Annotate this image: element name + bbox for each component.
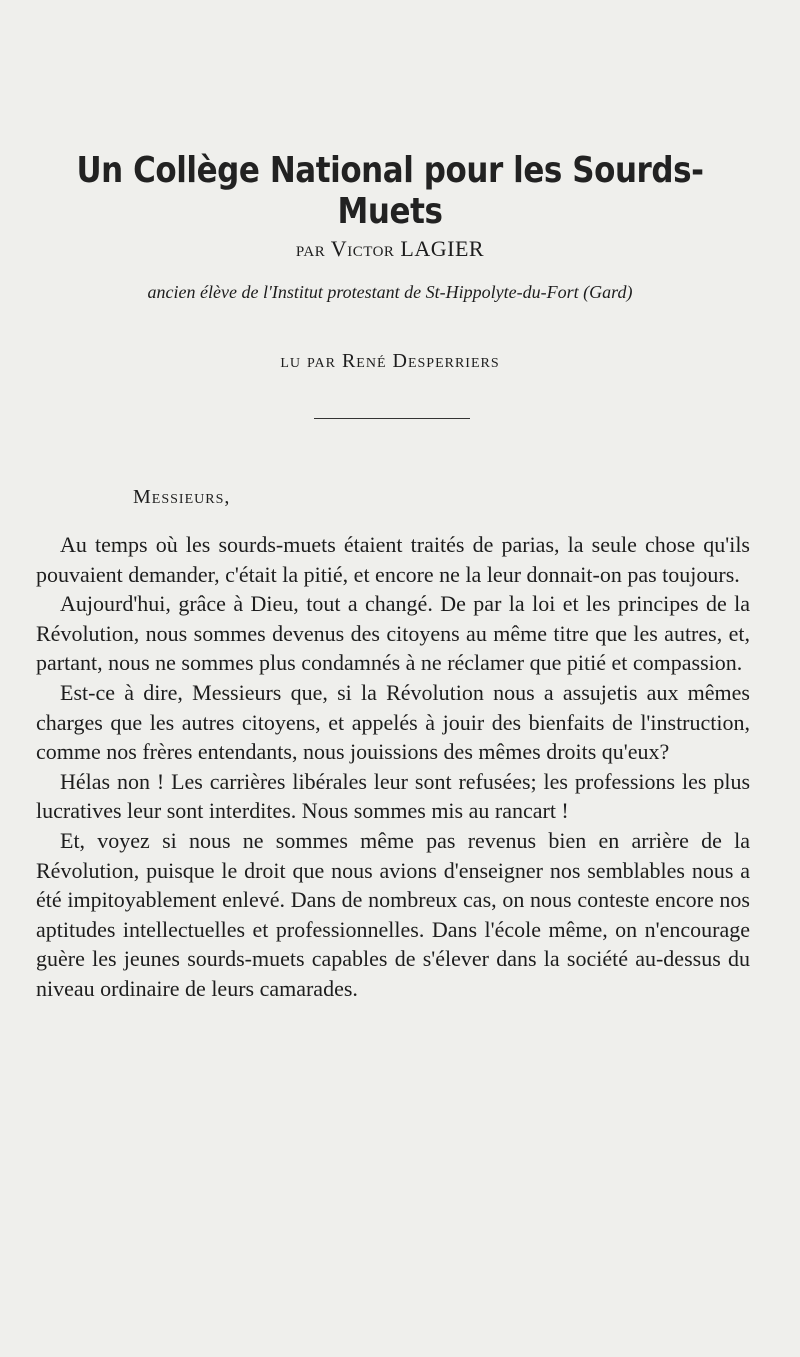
author-affiliation: ancien élève de l'Institut protestant de St-Hippolyte-du-Fort (Gard) xyxy=(147,282,633,302)
author-byline: par Victor LAGIER xyxy=(295,236,485,261)
paragraph: Et, voyez si nous ne sommes même pas revenus bien en arrière de la Révolution, puisque le droit que nous avions d'enseigner nos semblables nous a été impitoyablement enlevé. Dans de nombreux cas, on nous conteste encore nos aptitudes intellectuelles et professionnelles. Dans l'école même, on n'encourage guère les jeunes sourds-muets capables de s'élever dans la société au-dessus du niveau ordinaire de leurs camarades. xyxy=(36,827,750,1001)
paragraph: Au temps où les sourds-muets étaient traités de parias, la seule chose qu'ils pouvaient demander, c'était la pitié, et encore ne la leur donnait-on pas toujours. xyxy=(36,532,750,587)
salutation: Messieurs, xyxy=(133,486,231,508)
body-text xyxy=(36,530,750,1004)
paragraph: Est-ce à dire, Messieurs que, si la Révolution nous a assujetis aux mêmes charges que les autres citoyens, et appelés à jouir des bienfaits de l'instruction, comme nos frères entendants, nous jouissions des mêmes droits qu'eux? xyxy=(36,679,750,765)
reader-credit: lu par René Desperriers xyxy=(280,350,500,372)
page-title: Un Collège National pour les Sourds-Muets xyxy=(76,150,704,232)
paragraph: Hélas non ! Les carrières libérales leur sont refusées; les professions les plus lucratives leur sont interdites. Nous sommes mis au rancart ! xyxy=(36,768,750,824)
section-divider xyxy=(314,418,470,419)
paragraph: Aujourd'hui, grâce à Dieu, tout a changé. De par la loi et les principes de la Révolution, nous sommes devenus des citoyens au même titre que les autres, et, partant, nous ne sommes plus condamnés à ne réclamer que pitié et compassion. xyxy=(36,591,750,676)
